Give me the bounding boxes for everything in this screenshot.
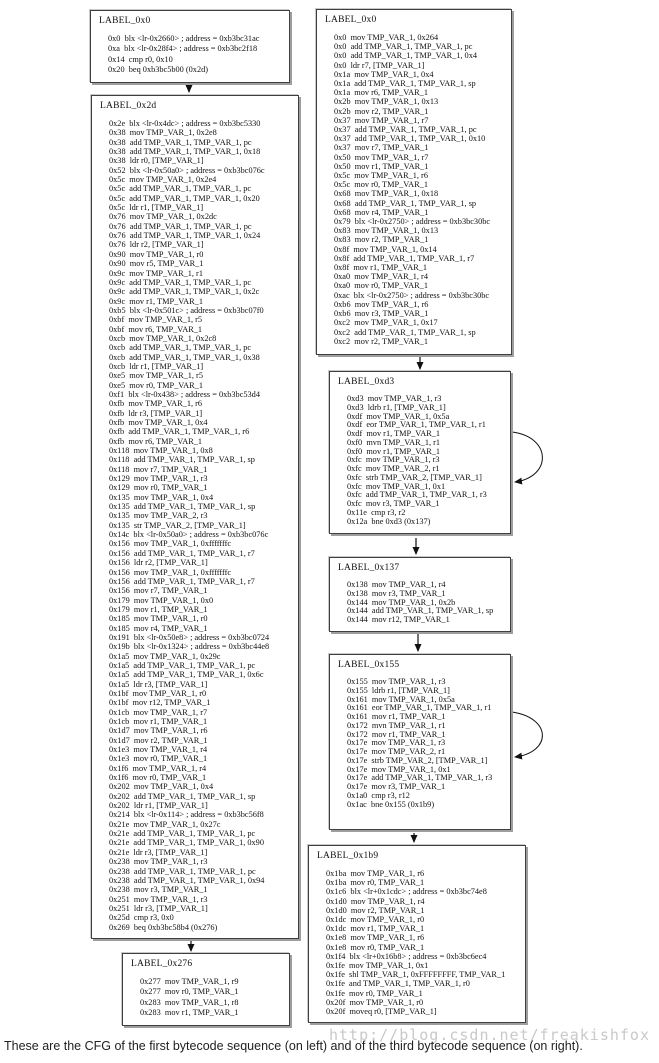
instruction-line: 0xf0 mvn TMP_VAR_1, r1: [347, 437, 441, 447]
instruction-line: 0x238 mov TMP_VAR_1, r3: [109, 857, 208, 867]
instruction-line: 0x144 add TMP_VAR_1, TMP_VAR_1, sp: [347, 606, 494, 616]
instruction-line: 0x9c add TMP_VAR_1, TMP_VAR_1, 0x2c: [109, 287, 260, 297]
instruction-line: 0x5c ldr r1, [TMP_VAR_1]: [109, 203, 204, 213]
instruction-line: 0x1cb mov r1, TMP_VAR_1: [109, 717, 208, 726]
instruction-line: 0x11e cmp r3, r2: [347, 507, 406, 517]
instruction-line: 0xcb add TMP_VAR_1, TMP_VAR_1, pc: [109, 343, 252, 353]
instruction-line: 0x68 add TMP_VAR_1, TMP_VAR_1, sp: [334, 198, 477, 208]
instruction-line: 0x155 ldrb r1, [TMP_VAR_1]: [347, 685, 450, 695]
instruction-line: 0x37 add TMP_VAR_1, TMP_VAR_1, 0x10: [334, 134, 486, 144]
instruction-line: 0x76 add TMP_VAR_1, TMP_VAR_1, pc: [109, 221, 252, 231]
instruction-line: 0x135 str TMP_VAR_2, [TMP_VAR_1]: [109, 520, 246, 530]
instruction-line: 0x17e strb TMP_VAR_2, [TMP_VAR_1]: [347, 755, 488, 765]
instruction-line: 0x37 add TMP_VAR_1, TMP_VAR_1, pc: [334, 125, 477, 135]
instruction-line: 0x179 mov r1, TMP_VAR_1: [109, 604, 208, 614]
instruction-line: 0x156 ldr r2, [TMP_VAR_1]: [109, 558, 208, 568]
instruction-line: 0x1fe shl TMP_VAR_1, 0xFFFFFFFF, TMP_VAR_1: [326, 970, 506, 980]
instruction-line: 0x155 mov TMP_VAR_1, r3: [347, 677, 446, 686]
instruction-line: 0xbf mov TMP_VAR_1, r5: [109, 315, 203, 325]
instruction-line: 0x1a add TMP_VAR_1, TMP_VAR_1, sp: [334, 79, 476, 89]
cfg-node-left-0x276: [122, 953, 290, 1026]
instruction-line: 0x156 mov TMP_VAR_1, 0xfffffffc: [109, 567, 232, 577]
instruction-line: 0x144 mov r12, TMP_VAR_1: [347, 615, 450, 624]
instruction-line: 0x0 add TMP_VAR_1, TMP_VAR_1, pc: [334, 42, 473, 52]
instruction-line: 0x38 mov TMP_VAR_1, 0x2e8: [109, 128, 217, 138]
instruction-line: 0x1e8 mov TMP_VAR_1, r6: [326, 933, 425, 943]
edge-right-0x155-selfloop: [512, 712, 542, 757]
instruction-line: 0xfc add TMP_VAR_1, TMP_VAR_1, r3: [347, 490, 487, 500]
instruction-line: 0x38 add TMP_VAR_1, TMP_VAR_1, 0x18: [109, 147, 261, 157]
instruction-line: 0x2b mov r2, TMP_VAR_1: [334, 106, 429, 116]
instruction-line: 0x9c mov TMP_VAR_1, r1: [109, 268, 203, 278]
instruction-line: 0x25d cmp r3, 0x0: [109, 913, 174, 923]
instruction-line: 0xdf mov TMP_VAR_1, 0x5a: [347, 411, 450, 421]
node-label: LABEL_0x137: [338, 563, 400, 573]
instruction-line: 0xb6 mov TMP_VAR_1, r6: [334, 299, 429, 309]
instruction-line: 0x1e3 mov TMP_VAR_1, r4: [109, 745, 208, 755]
watermark-text: http://blog.csdn.net/freakishfox: [329, 1026, 650, 1044]
instruction-line: 0x14c blx <lr-0x50a0> ; address = 0xb3bc076c: [109, 530, 269, 540]
instruction-line: 0x20f moveq r0, [TMP_VAR_1]: [326, 1007, 437, 1017]
instruction-line: 0x135 add TMP_VAR_1, TMP_VAR_1, sp: [109, 502, 256, 512]
instruction-line: 0xf0 mov r1, TMP_VAR_1: [347, 446, 441, 456]
instruction-line: 0x179 mov TMP_VAR_1, 0x0: [109, 595, 214, 605]
instruction-line: 0x1bf mov TMP_VAR_1, r0: [109, 688, 207, 698]
instruction-line: 0x8f mov r1, TMP_VAR_1: [334, 263, 428, 273]
instruction-line: 0x0 blx <lr-0x2660> ; address = 0xb3bc31ac: [108, 34, 260, 43]
instruction-line: 0x161 mov r1, TMP_VAR_1: [347, 712, 446, 721]
instruction-line: 0xfb ldr r3, [TMP_VAR_1]: [109, 408, 203, 418]
instruction-line: 0x161 eor TMP_VAR_1, TMP_VAR_1, r1: [347, 703, 492, 713]
instruction-line: 0xfb add TMP_VAR_1, TMP_VAR_1, r6: [109, 427, 250, 437]
instruction-line: 0x5c mov TMP_VAR_1, r6: [334, 171, 428, 181]
instruction-line: 0x251 mov TMP_VAR_1, r3: [109, 894, 208, 904]
instruction-line: 0xfb mov TMP_VAR_1, 0x4: [109, 418, 208, 427]
instruction-line: 0xdf mov r1, TMP_VAR_1: [347, 429, 441, 438]
instruction-line: 0x76 add TMP_VAR_1, TMP_VAR_1, 0x24: [109, 231, 261, 241]
instruction-line: 0x17e mov TMP_VAR_2, r1: [347, 747, 446, 756]
instruction-line: 0xf1 blx <lr-0x438> ; address = 0xb3bc53d4: [109, 389, 260, 399]
instruction-line: 0xe5 mov r0, TMP_VAR_1: [109, 380, 203, 390]
instruction-line: 0x1dc mov r1, TMP_VAR_1: [326, 924, 425, 934]
instruction-line: 0x118 add TMP_VAR_1, TMP_VAR_1, sp: [109, 455, 255, 465]
instruction-line: 0xc2 add TMP_VAR_1, TMP_VAR_1, sp: [334, 327, 476, 337]
instruction-list: [100, 119, 292, 932]
instruction-line: 0xfb mov r6, TMP_VAR_1: [109, 436, 203, 446]
instruction-line: 0x135 mov TMP_VAR_1, 0x4: [109, 492, 214, 502]
instruction-line: 0x37 mov r7, TMP_VAR_1: [334, 143, 429, 153]
instruction-line: 0xfc strb TMP_VAR_2, [TMP_VAR_1]: [347, 472, 482, 482]
instruction-line: 0x38 ldr r0, [TMP_VAR_1]: [109, 156, 204, 166]
instruction-line: 0x185 mov TMP_VAR_1, r0: [109, 614, 208, 624]
instruction-line: 0x21e add TMP_VAR_1, TMP_VAR_1, 0x90: [109, 838, 264, 848]
instruction-line: 0x20f mov TMP_VAR_1, r0: [326, 997, 424, 1007]
instruction-line: 0x1ba mov TMP_VAR_1, r6: [326, 869, 425, 878]
instruction-line: 0x1a mov TMP_VAR_1, 0x4: [334, 69, 434, 79]
instruction-line: 0x21e ldr r3, [TMP_VAR_1]: [109, 847, 208, 857]
instruction-line: 0x0 mov TMP_VAR_1, 0x264: [334, 33, 439, 42]
figure-caption: These are the CFG of the first bytecode sequence (on left) and of the third bytecode sequence (on right).: [4, 1039, 583, 1053]
instruction-line: 0x68 mov TMP_VAR_1, 0x18: [334, 189, 439, 199]
instruction-line: 0x1fe mov TMP_VAR_1, 0x1: [326, 961, 429, 971]
instruction-line: 0x144 mov TMP_VAR_1, 0x2b: [347, 597, 456, 607]
node-label: LABEL_0x155: [338, 660, 400, 670]
instruction-line: 0x156 mov TMP_VAR_1, 0xfffffffc: [109, 539, 232, 549]
instruction-line: 0x1cb mov TMP_VAR_1, r7: [109, 707, 208, 717]
instruction-line: 0x90 mov r5, TMP_VAR_1: [109, 259, 204, 269]
instruction-line: 0x21e add TMP_VAR_1, TMP_VAR_1, pc: [109, 829, 256, 839]
instruction-line: 0x283 mov TMP_VAR_1, r8: [140, 997, 239, 1007]
instruction-list: [338, 395, 504, 526]
instruction-line: 0x76 mov TMP_VAR_1, 0x2dc: [109, 212, 217, 222]
edge-right-0xd3-selfloop: [512, 432, 542, 482]
instruction-line: 0x1fe mov r0, TMP_VAR_1: [326, 988, 423, 998]
instruction-line: 0x17e mov r3, TMP_VAR_1: [347, 782, 446, 791]
instruction-line: 0x8f add TMP_VAR_1, TMP_VAR_1, r7: [334, 253, 475, 263]
instruction-line: 0x1f6 mov TMP_VAR_1, r4: [109, 763, 207, 773]
instruction-line: 0x17e mov TMP_VAR_1, r3: [347, 738, 446, 748]
instruction-line: 0xcb mov TMP_VAR_1, 0x2c8: [109, 333, 217, 343]
instruction-line: 0x79 blx <lr-0x2750> ; address = 0xb3bc30bc: [334, 217, 491, 227]
node-label: LABEL_0x276: [131, 959, 193, 969]
instruction-line: 0x83 mov TMP_VAR_1, 0x13: [334, 226, 439, 236]
cfg-node-left-0x2d: [91, 95, 299, 939]
instruction-line: 0x19b blx <lr-0x1324> ; address = 0xb3bc44e8: [109, 642, 270, 652]
instruction-line: 0x1a5 add TMP_VAR_1, TMP_VAR_1, pc: [109, 660, 256, 670]
instruction-line: 0x90 mov TMP_VAR_1, r0: [109, 249, 204, 259]
cfg-node-right-0xd3: [329, 371, 511, 534]
instruction-line: 0xfc mov TMP_VAR_2, r1: [347, 464, 440, 473]
instruction-line: 0x129 mov r0, TMP_VAR_1: [109, 483, 208, 493]
instruction-line: 0x191 blx <lr-0x50e8> ; address = 0xb3bc0724: [109, 632, 270, 642]
instruction-line: 0x20 beq 0xb3bc5b00 (0x2d): [108, 65, 209, 75]
instruction-line: 0x156 add TMP_VAR_1, TMP_VAR_1, r7: [109, 576, 255, 586]
instruction-line: 0x5c mov r0, TMP_VAR_1: [334, 180, 428, 190]
instruction-line: 0x1e3 mov r0, TMP_VAR_1: [109, 754, 208, 764]
instruction-line: 0x50 mov TMP_VAR_1, r7: [334, 152, 429, 162]
instruction-line: 0xd3 mov TMP_VAR_1, r3: [347, 394, 442, 403]
instruction-line: 0xa0 mov TMP_VAR_1, r4: [334, 272, 428, 282]
cfg-node-right-0x1b9: [308, 845, 526, 1023]
instruction-line: 0x5c mov TMP_VAR_1, 0x2e4: [109, 175, 217, 185]
instruction-line: 0x1a5 ldr r3, [TMP_VAR_1]: [109, 679, 208, 689]
instruction-line: 0xc2 mov r2, TMP_VAR_1: [334, 336, 428, 346]
instruction-line: 0x238 add TMP_VAR_1, TMP_VAR_1, pc: [109, 866, 256, 876]
instruction-line: 0x251 ldr r3, [TMP_VAR_1]: [109, 903, 208, 913]
instruction-line: 0x283 mov r1, TMP_VAR_1: [140, 1008, 239, 1018]
instruction-line: 0x1ba mov r0, TMP_VAR_1: [326, 878, 425, 888]
instruction-line: 0x5c add TMP_VAR_1, TMP_VAR_1, 0x20: [109, 193, 260, 203]
instruction-line: 0x1d7 mov TMP_VAR_1, r6: [109, 726, 208, 736]
instruction-line: 0x202 mov TMP_VAR_1, 0x4: [109, 782, 214, 792]
instruction-line: 0xac blx <lr-0x2750> ; address = 0xb3bc30bc: [334, 290, 490, 300]
instruction-line: 0xfb mov TMP_VAR_1, r6: [109, 399, 203, 409]
instruction-line: 0x9c add TMP_VAR_1, TMP_VAR_1, pc: [109, 277, 252, 287]
instruction-line: 0x156 mov r7, TMP_VAR_1: [109, 586, 208, 596]
instruction-line: 0xb5 blx <lr-0x501c> ; address = 0xb3bc07f0: [109, 305, 264, 315]
node-label: LABEL_0x1b9: [317, 851, 379, 861]
node-label: LABEL_0x0: [325, 15, 377, 25]
node-label: LABEL_0x2d: [100, 101, 157, 111]
instruction-line: 0x50 mov r1, TMP_VAR_1: [334, 161, 429, 171]
instruction-line: 0x76 ldr r2, [TMP_VAR_1]: [109, 240, 204, 250]
instruction-line: 0x202 add TMP_VAR_1, TMP_VAR_1, sp: [109, 791, 256, 801]
instruction-line: 0x52 blx <lr-0x50a0> ; address = 0xb3bc076c: [109, 165, 265, 175]
instruction-line: 0x0 ldr r7, [TMP_VAR_1]: [334, 60, 425, 70]
instruction-line: 0xa0 mov r0, TMP_VAR_1: [334, 281, 428, 291]
instruction-line: 0x1e8 mov r0, TMP_VAR_1: [326, 942, 425, 952]
instruction-line: 0x1a5 mov TMP_VAR_1, 0x29c: [109, 651, 221, 661]
instruction-line: 0x2e blx <lr-0x4dc> ; address = 0xb3bc5330: [109, 119, 261, 128]
instruction-line: 0x1a5 add TMP_VAR_1, TMP_VAR_1, 0x6c: [109, 670, 264, 680]
instruction-line: 0x83 mov r2, TMP_VAR_1: [334, 235, 429, 245]
instruction-line: 0x1dc mov TMP_VAR_1, r0: [326, 915, 425, 925]
instruction-line: 0x1a mov r6, TMP_VAR_1: [334, 88, 428, 98]
instruction-line: 0x1f4 blx <lr+0x16b8> ; address = 0xb3bc6ec4: [326, 951, 487, 961]
instruction-line: 0xe5 mov TMP_VAR_1, r5: [109, 371, 203, 381]
instruction-line: 0x5c add TMP_VAR_1, TMP_VAR_1, pc: [109, 184, 252, 194]
instruction-line: 0x269 beq 0xb3bc58b4 (0x276): [109, 922, 218, 932]
node-label: LABEL_0x0: [99, 16, 151, 26]
instruction-line: 0xfc mov TMP_VAR_1, 0x1: [347, 481, 446, 491]
instruction-line: 0x21e mov TMP_VAR_1, 0x27c: [109, 819, 221, 829]
instruction-list: [325, 33, 505, 346]
instruction-line: 0xa blx <lr-0x28f4> ; address = 0xb3bc2f18: [108, 44, 258, 54]
cfg-node-right-0x137: [329, 557, 511, 632]
instruction-line: 0x1fe and TMP_VAR_1, TMP_VAR_1, r0: [326, 979, 470, 989]
instruction-line: 0x12a bne 0xd3 (0x137): [347, 516, 431, 526]
cfg-node-right-0x155: [329, 654, 511, 830]
instruction-line: 0x238 mov r3, TMP_VAR_1: [109, 885, 208, 895]
instruction-line: 0x161 mov TMP_VAR_1, 0x5a: [347, 694, 455, 704]
instruction-line: 0x118 mov TMP_VAR_1, 0x8: [109, 446, 213, 456]
instruction-line: 0x68 mov r4, TMP_VAR_1: [334, 207, 429, 217]
instruction-line: 0x37 mov TMP_VAR_1, r7: [334, 115, 429, 125]
instruction-line: 0x172 mov r1, TMP_VAR_1: [347, 729, 446, 739]
instruction-line: 0x138 mov r3, TMP_VAR_1: [347, 588, 446, 598]
instruction-list: [338, 581, 504, 625]
instruction-line: 0x17e add TMP_VAR_1, TMP_VAR_1, r3: [347, 773, 493, 783]
instruction-line: 0xcb ldr r1, [TMP_VAR_1]: [109, 361, 204, 371]
instruction-line: 0x156 add TMP_VAR_1, TMP_VAR_1, r7: [109, 548, 255, 558]
instruction-line: 0x238 add TMP_VAR_1, TMP_VAR_1, 0x94: [109, 875, 265, 885]
instruction-line: 0x1c6 blx <lr+0x1cdc> ; address = 0xb3bc74e8: [326, 887, 487, 897]
instruction-line: 0x135 mov TMP_VAR_2, r3: [109, 511, 208, 521]
instruction-list: [338, 678, 504, 809]
instruction-line: 0xd3 ldrb r1, [TMP_VAR_1]: [347, 402, 446, 412]
instruction-line: 0x9c mov r1, TMP_VAR_1: [109, 296, 203, 306]
instruction-line: 0x1ac bne 0x155 (0x1b9): [347, 799, 435, 809]
instruction-line: 0xfc mov TMP_VAR_1, r3: [347, 455, 440, 465]
instruction-list: [99, 34, 283, 76]
instruction-line: 0xc2 mov TMP_VAR_1, 0x17: [334, 318, 438, 328]
instruction-line: 0x202 ldr r1, [TMP_VAR_1]: [109, 801, 208, 811]
instruction-line: 0x17e mov TMP_VAR_1, 0x1: [347, 764, 451, 774]
node-label: LABEL_0xd3: [338, 377, 395, 387]
cfg-node-right-0x0: [316, 9, 512, 355]
instruction-line: 0x277 mov r0, TMP_VAR_1: [140, 987, 239, 997]
instruction-line: 0x38 add TMP_VAR_1, TMP_VAR_1, pc: [109, 137, 252, 147]
instruction-line: 0xdf eor TMP_VAR_1, TMP_VAR_1, r1: [347, 420, 486, 430]
instruction-line: 0xb6 mov r3, TMP_VAR_1: [334, 309, 429, 319]
instruction-line: 0x1d0 mov TMP_VAR_1, r4: [326, 896, 425, 906]
instruction-line: 0x8f mov TMP_VAR_1, 0x14: [334, 244, 437, 254]
instruction-line: 0x214 blx <lr-0x114> ; address = 0xb3bc56f8: [109, 810, 264, 820]
instruction-list: [317, 869, 519, 1016]
instruction-line: 0xcb add TMP_VAR_1, TMP_VAR_1, 0x38: [109, 352, 260, 362]
instruction-line: 0x129 mov TMP_VAR_1, r3: [109, 474, 208, 484]
instruction-line: 0x1bf mov r12, TMP_VAR_1: [109, 698, 211, 708]
instruction-line: 0x138 mov TMP_VAR_1, r4: [347, 580, 446, 589]
cfg-node-left-0x0: [90, 10, 290, 83]
instruction-line: 0x14 cmp r0, 0x10: [108, 54, 173, 64]
instruction-list: [131, 977, 283, 1019]
instruction-line: 0x0 add TMP_VAR_1, TMP_VAR_1, 0x4: [334, 51, 477, 61]
instruction-line: 0x185 mov r4, TMP_VAR_1: [109, 623, 208, 633]
instruction-line: 0x1f6 mov r0, TMP_VAR_1: [109, 773, 207, 783]
instruction-line: 0xfc mov r3, TMP_VAR_1: [347, 499, 440, 508]
instruction-line: 0x172 mvn TMP_VAR_1, r1: [347, 720, 446, 730]
instruction-line: 0x1a0 cmp r3, r12: [347, 790, 410, 800]
instruction-line: 0x1d7 mov r2, TMP_VAR_1: [109, 735, 208, 745]
instruction-line: 0x277 mov TMP_VAR_1, r9: [140, 977, 239, 986]
instruction-line: 0xbf mov r6, TMP_VAR_1: [109, 324, 203, 334]
instruction-line: 0x118 mov r7, TMP_VAR_1: [109, 464, 208, 474]
instruction-line: 0x1d0 mov r2, TMP_VAR_1: [326, 905, 425, 915]
instruction-line: 0x2b mov TMP_VAR_1, 0x13: [334, 97, 439, 107]
